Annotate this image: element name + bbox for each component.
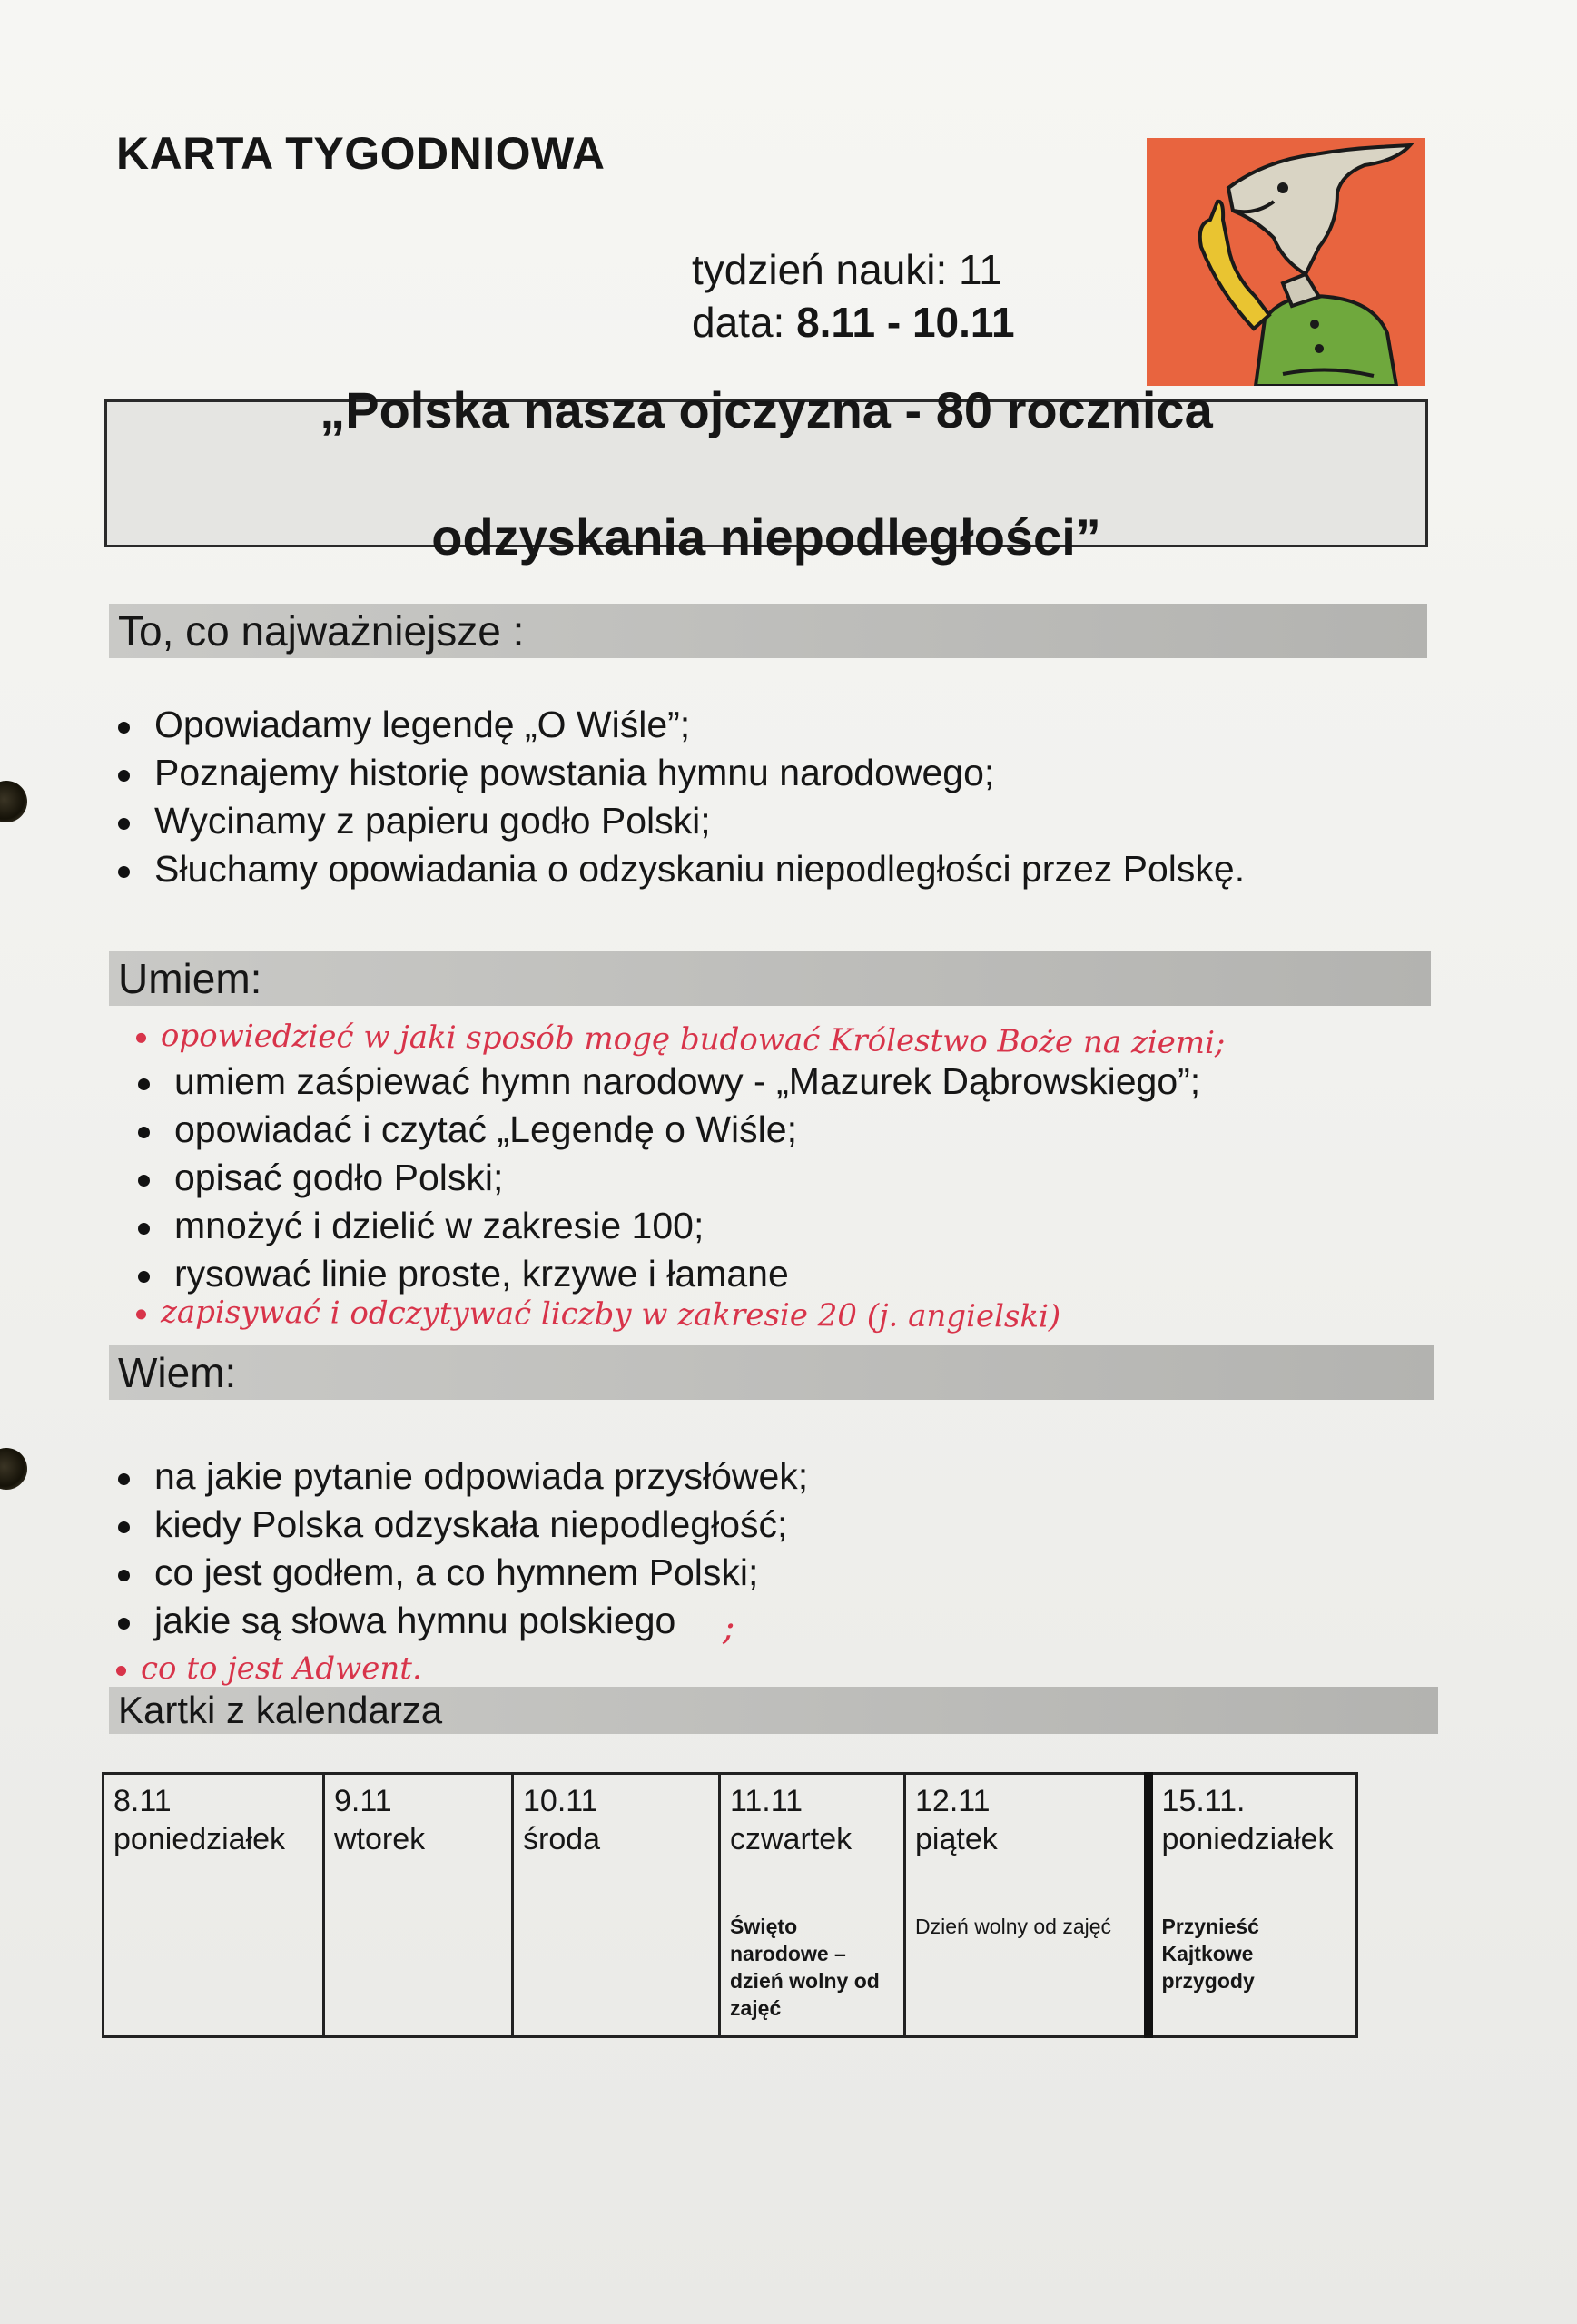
calendar-cell xyxy=(103,1774,324,2037)
section-heading-wiem: Wiem: xyxy=(109,1345,1434,1400)
cell-note: Dzień wolny od zajęć xyxy=(915,1915,1112,1938)
punch-hole xyxy=(0,781,27,822)
cell-date: 11.11 xyxy=(730,1784,803,1818)
wiem-list xyxy=(116,1452,808,1645)
list-item: na jakie pytanie odpowiada przysłówek; xyxy=(116,1452,808,1501)
cell-day: piątek xyxy=(915,1822,998,1856)
najwazniejsze-list xyxy=(116,701,1245,893)
date-prefix: data: xyxy=(692,299,785,346)
list-item: opowiadać i czytać „Legendę o Wiśle; xyxy=(136,1106,1200,1154)
list-item: Poznajemy historię powstania hymnu narodowego; xyxy=(116,749,1245,797)
section-heading-kalendarz: Kartki z kalendarza xyxy=(109,1687,1438,1734)
list-item: kiedy Polska odzyskała niepodległość; xyxy=(116,1501,808,1549)
handwritten-note: zapisywać i odczytywać liczby w zakresie 20 (j. angielski) xyxy=(136,1294,1060,1334)
mascot-illustration xyxy=(1147,138,1425,386)
goat-soldier-icon xyxy=(1147,138,1425,386)
cell-day: czwartek xyxy=(730,1822,853,1856)
punch-hole xyxy=(0,1448,27,1490)
cell-date: 8.11 xyxy=(113,1784,172,1818)
list-item: Wycinamy z papieru godło Polski; xyxy=(116,797,1245,845)
list-item: mnożyć i dzielić w zakresie 100; xyxy=(136,1202,1200,1250)
list-item: umiem zaśpiewać hymn narodowy - „Mazurek Dąbrowskiego”; xyxy=(136,1058,1200,1106)
cell-date: 15.11. xyxy=(1161,1784,1246,1818)
calendar-cell xyxy=(1148,1774,1357,2037)
section-heading-najwazniejsze: To, co najważniejsze : xyxy=(109,604,1427,658)
list-item: Słuchamy opowiadania o odzyskaniu niepodległości przez Polskę. xyxy=(116,845,1245,893)
list-item: Opowiadamy legendę „O Wiśle”; xyxy=(116,701,1245,749)
cell-day: poniedziałek xyxy=(113,1822,286,1856)
handwritten-note: co to jest Adwent. xyxy=(116,1650,422,1687)
cell-day: środa xyxy=(523,1822,601,1856)
week-number: tydzień nauki: 11 xyxy=(692,246,1002,293)
handwritten-semicolon: ; xyxy=(723,1607,735,1649)
cell-day: poniedziałek xyxy=(1161,1822,1334,1856)
date-range: 8.11 - 10.11 xyxy=(796,299,1015,346)
cell-day: wtorek xyxy=(334,1822,426,1856)
list-item: co jest godłem, a co hymnem Polski; xyxy=(116,1549,808,1597)
document-title: KARTA TYGODNIOWA xyxy=(116,128,606,179)
cell-date: 12.11 xyxy=(915,1784,991,1818)
calendar-cell xyxy=(324,1774,513,2037)
handwritten-note: opowiedzieć w jaki sposób mogę budować Królestwo Boże na ziemi; xyxy=(136,1018,1226,1061)
umiem-list xyxy=(136,1058,1200,1298)
topic-line-2: odzyskania niepodległości” xyxy=(431,507,1101,566)
cell-date: 9.11 xyxy=(334,1784,392,1818)
cell-date: 10.11 xyxy=(523,1784,598,1818)
calendar-table xyxy=(102,1772,1358,2038)
calendar-cell xyxy=(720,1774,905,2037)
cell-note: Święto narodowe – dzień wolny od zajęć xyxy=(730,1915,880,2020)
calendar-cell xyxy=(513,1774,720,2037)
list-item: jakie są słowa hymnu polskiego xyxy=(116,1597,808,1645)
week-info xyxy=(692,243,1015,349)
calendar-cell xyxy=(905,1774,1148,2037)
date-line xyxy=(692,296,1015,349)
cell-note: Przynieść Kajtkowe przygody xyxy=(1161,1915,1259,1993)
topic-banner xyxy=(104,380,1428,566)
list-item: opisać godło Polski; xyxy=(136,1154,1200,1202)
section-heading-umiem: Umiem: xyxy=(109,951,1431,1006)
topic-line-1: „Polska nasza ojczyzna - 80 rocznica xyxy=(320,380,1213,438)
list-item: rysować linie proste, krzywe i łamane xyxy=(136,1250,1200,1298)
